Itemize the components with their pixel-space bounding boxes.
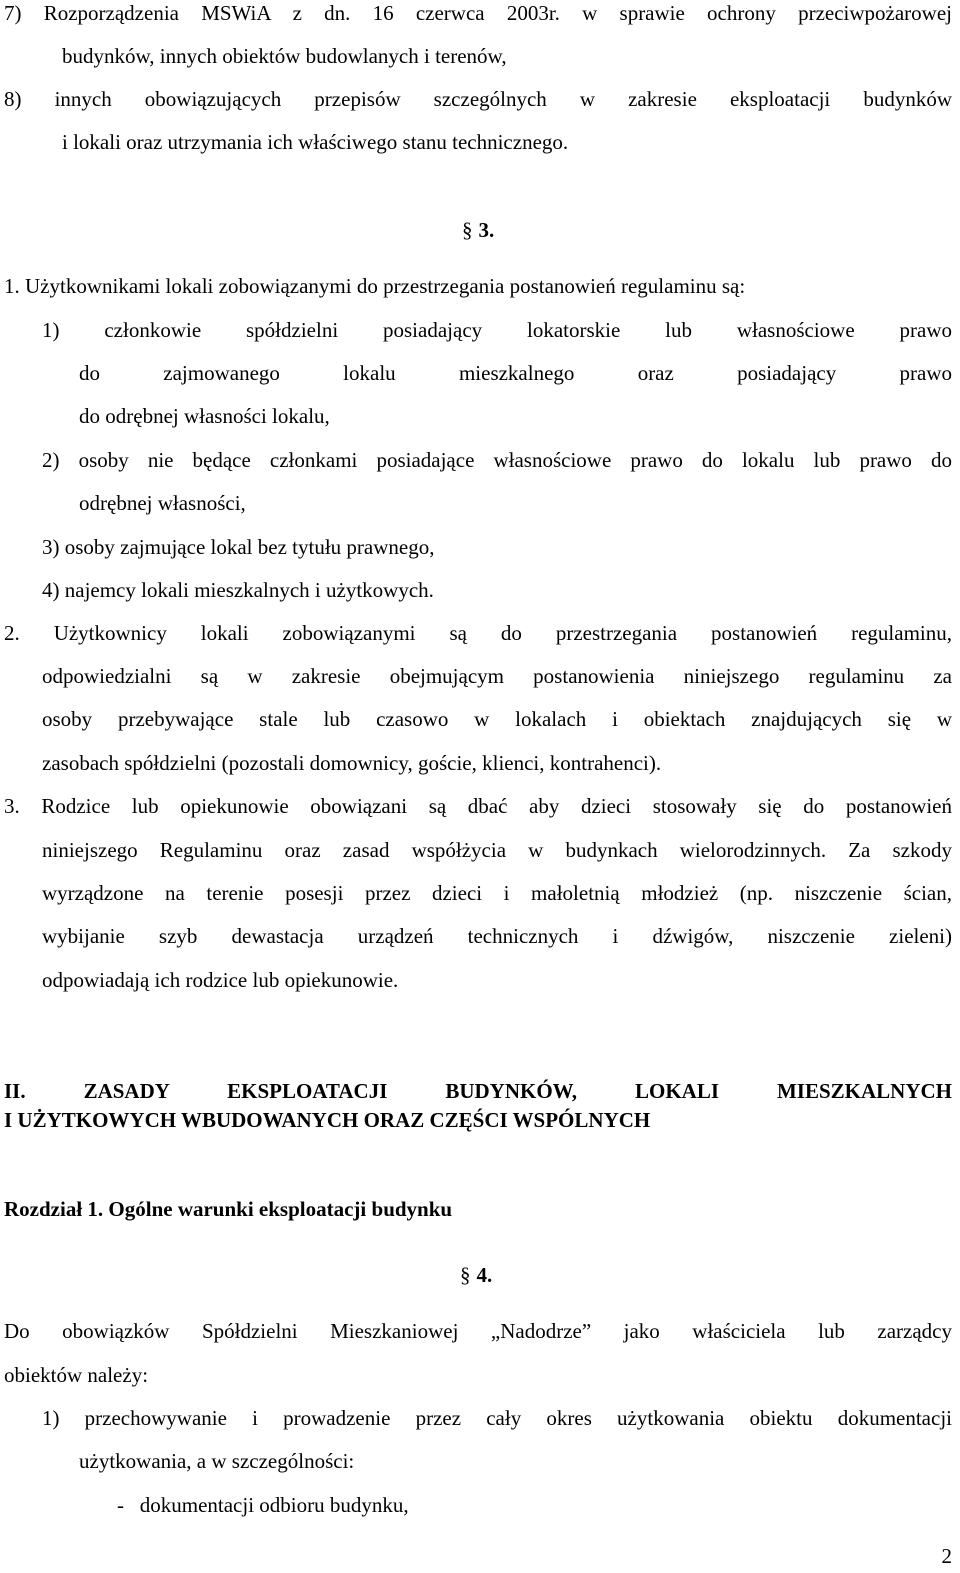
section-4-intro-line-2: obiektów należy: [4, 1363, 149, 1387]
section-number: 4. [476, 1263, 493, 1287]
section-number: 3. [478, 218, 495, 242]
section-3-paragraph-3-line-5: odpowiadają ich rodzice lub opiekunowie. [42, 968, 399, 992]
section-3-paragraph-2-line-1: 2. Użytkownicy lokali zobowiązanymi są do przestrzegania postanowień regulaminu, [4, 621, 952, 645]
list-item-7-line-1: 7) Rozporządzenia MSWiA z dn. 16 czerwca 2003r. w sprawie ochrony przeciwpożarowej [4, 1, 952, 25]
section-3-item-3: 3) osoby zajmujące lokal bez tytułu prawnego, [42, 535, 435, 559]
section-4-heading [460, 1262, 492, 1288]
section-3-paragraph-1: 1. Użytkownikami lokali zobowiązanymi do przestrzegania postanowień regulaminu są: [4, 274, 746, 298]
page-number: 2 [941, 1544, 952, 1568]
section-3-paragraph-2-line-2: odpowiedzialni są w zakresie obejmującym postanowienia niniejszego regulaminu za [42, 664, 952, 688]
chapter-heading: Rozdział 1. Ogólne warunki eksploatacji budynku [4, 1197, 453, 1221]
section-3-paragraph-2-line-3: osoby przebywające stale lub czasowo w lokalach i obiektach znajdujących się w [42, 707, 952, 731]
section-3-heading [462, 217, 494, 243]
section-3-item-1-line-2: do zajmowanego lokalu mieszkalnego oraz posiadający prawo [79, 361, 952, 385]
section-3-item-2-line-1: 2) osoby nie będące członkami posiadające własnościowe prawo do lokalu lub prawo do [42, 448, 952, 472]
section-3-item-4: 4) najemcy lokali mieszkalnych i użytkowych. [42, 578, 434, 602]
section-3-paragraph-2-line-4: zasobach spółdzielni (pozostali domownicy, goście, klienci, kontrahenci). [42, 751, 662, 775]
section-4-item-1-line-1: 1) przechowywanie i prowadzenie przez cały okres użytkowania obiektu dokumentacji [42, 1406, 952, 1430]
list-item-8-line-1: 8) innych obowiązujących przepisów szczególnych w zakresie eksploatacji budynków [4, 87, 952, 111]
part-2-heading-line-1: II. ZASADY EKSPLOATACJI BUDYNKÓW, LOKALI MIESZKALNYCH [4, 1079, 952, 1103]
section-symbol: § [460, 1263, 471, 1287]
section-symbol: § [462, 218, 473, 242]
section-3-paragraph-3-line-2: niniejszego Regulaminu oraz zasad współżycia w budynkach wielorodzinnych. Za szkody [42, 838, 952, 862]
section-3-paragraph-3-line-3: wyrządzone na terenie posesji przez dzieci i małoletnią młodzież (np. niszczenie ścian, [42, 881, 952, 905]
section-4-item-1-line-2: użytkowania, a w szczególności: [79, 1449, 355, 1473]
section-4-intro-line-1: Do obowiązków Spółdzielni Mieszkaniowej „Nadodrze” jako właściciela lub zarządcy [4, 1319, 952, 1343]
part-2-heading-line-2: I UŻYTKOWYCH WBUDOWANYCH ORAZ CZĘŚCI WSPÓLNYCH [4, 1108, 651, 1132]
section-3-paragraph-3-line-4: wybijanie szyb dewastacja urządzeń technicznych i dźwigów, niszczenie zieleni) [42, 924, 952, 948]
section-3-item-2-line-2: odrębnej własności, [79, 491, 246, 515]
section-4-dash-item: - dokumentacji odbioru budynku, [117, 1493, 409, 1517]
section-3-item-1-line-3: do odrębnej własności lokalu, [79, 404, 330, 428]
section-3-paragraph-3-line-1: 3. Rodzice lub opiekunowie obowiązani są dbać aby dzieci stosowały się do postanowień [4, 794, 952, 818]
section-3-item-1-line-1: 1) członkowie spółdzielni posiadający lokatorskie lub własnościowe prawo [42, 318, 952, 342]
list-item-8-line-2: i lokali oraz utrzymania ich właściwego stanu technicznego. [62, 130, 569, 154]
list-item-7-line-2: budynków, innych obiektów budowlanych i terenów, [62, 44, 507, 68]
